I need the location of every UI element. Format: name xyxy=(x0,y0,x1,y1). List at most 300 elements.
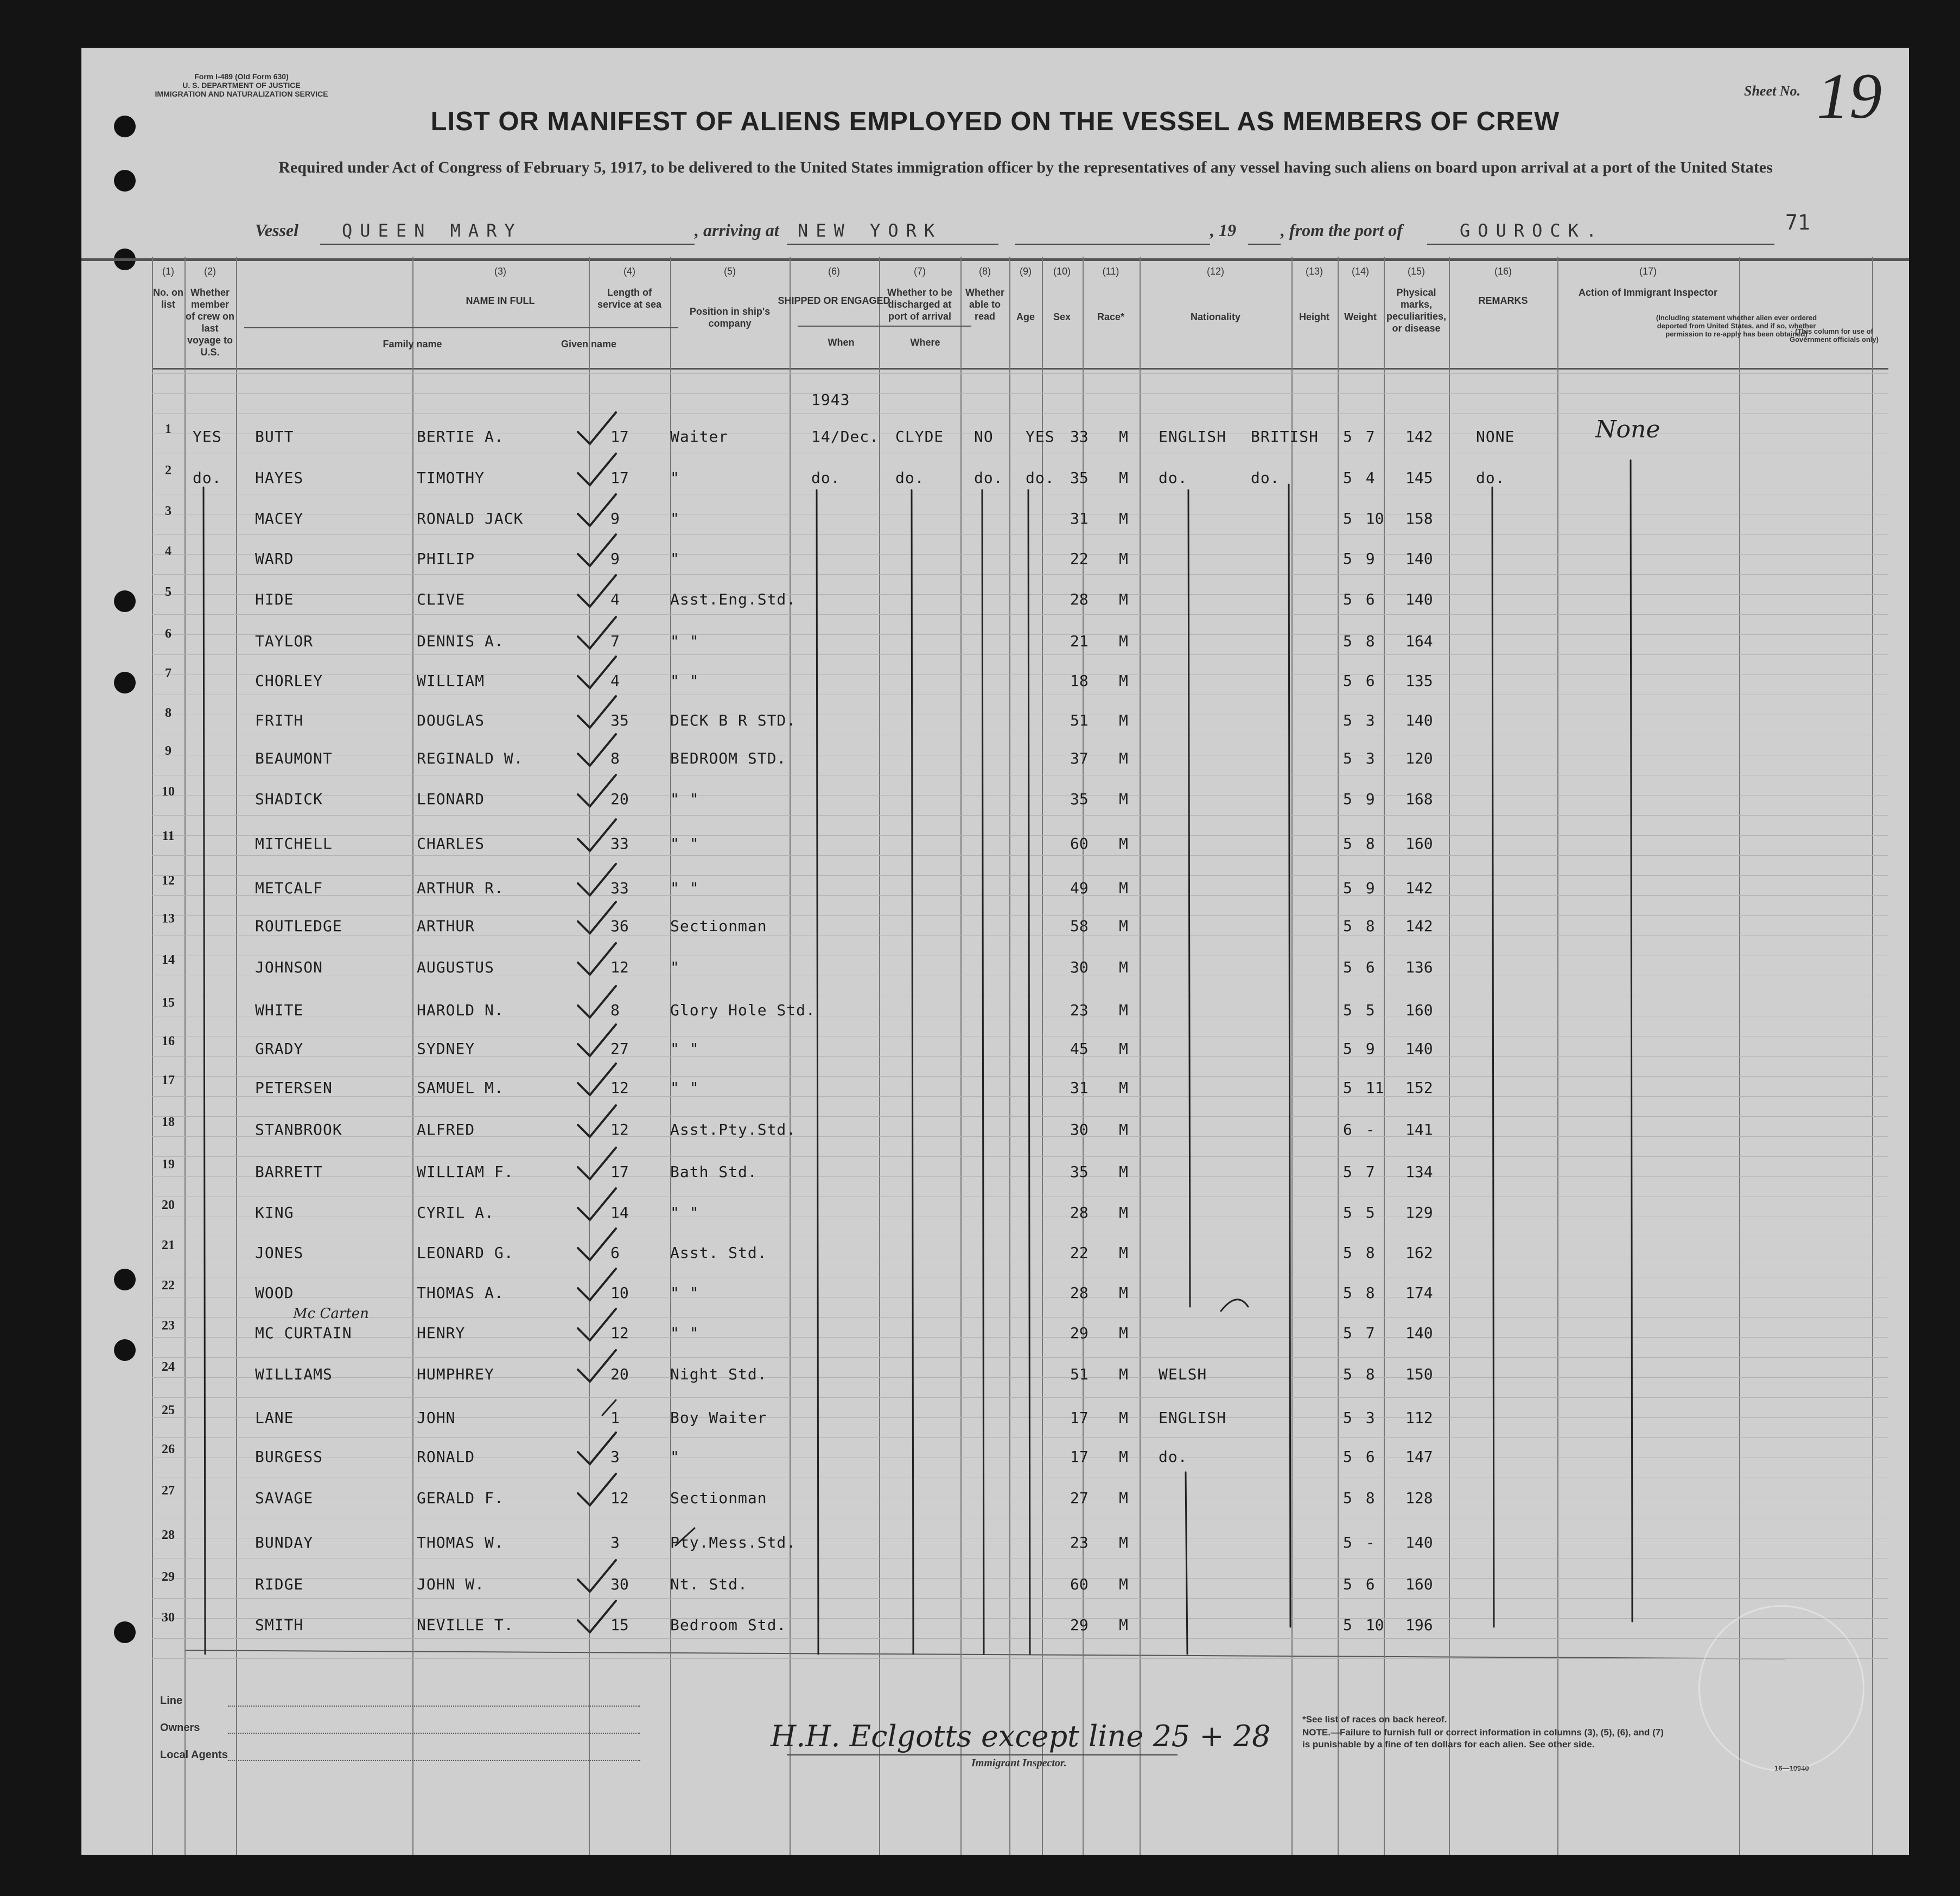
weight-cell: 141 xyxy=(1405,1121,1433,1138)
height-cell: 5 - xyxy=(1343,1534,1375,1551)
given-name-cell: LEONARD G. xyxy=(417,1244,514,1262)
height-cell: 5 8 xyxy=(1343,835,1375,852)
weight-cell: 142 xyxy=(1405,879,1433,897)
position-cell: Bedroom Std. xyxy=(670,1616,787,1634)
service-text: IMMIGRATION AND NATURALIZATION SERVICE xyxy=(155,90,328,98)
service-length-cell: 17 xyxy=(610,469,629,487)
age-cell: 35 xyxy=(1070,1163,1089,1181)
service-length-cell: 14 xyxy=(610,1204,629,1221)
age-cell: 28 xyxy=(1070,1284,1089,1302)
ruled-line xyxy=(152,1337,1888,1338)
weight-cell: 135 xyxy=(1405,672,1433,690)
height-cell: 5 9 xyxy=(1343,879,1375,897)
discharge-cell: NO xyxy=(974,428,994,446)
column-number-c16: (16) xyxy=(1494,266,1512,277)
service-length-cell: 35 xyxy=(610,711,629,729)
family-name-cell: PETERSEN xyxy=(255,1079,333,1097)
service-length-cell: 17 xyxy=(610,428,629,446)
header-top-rule xyxy=(81,258,1909,261)
ditto-line xyxy=(1492,487,1494,1627)
age-cell: 29 xyxy=(1070,1616,1089,1634)
weight-cell: 168 xyxy=(1405,790,1433,808)
weight-cell: 145 xyxy=(1405,469,1433,487)
service-length-cell: 20 xyxy=(610,790,629,808)
sheet-number: 19 xyxy=(1817,60,1882,132)
ruled-line xyxy=(152,1638,1888,1639)
sex-cell: M xyxy=(1119,428,1128,446)
race-cell: do. xyxy=(1159,1448,1188,1466)
crew-previous-voyage: do. xyxy=(193,469,222,487)
given-name-cell: ARTHUR xyxy=(417,917,475,935)
given-name-cell: DENNIS A. xyxy=(417,632,504,650)
ruled-line xyxy=(152,1116,1888,1117)
column-number-c4: (4) xyxy=(623,266,635,277)
position-cell: " " xyxy=(670,1284,699,1302)
weight-cell: 160 xyxy=(1405,835,1433,852)
service-length-cell: 4 xyxy=(610,672,620,690)
age-cell: 23 xyxy=(1070,1001,1089,1019)
form-id-text: Form I-489 (Old Form 630) xyxy=(194,72,289,81)
race-cell: ENGLISH xyxy=(1159,428,1227,446)
position-cell: " " xyxy=(670,835,699,852)
ruled-line xyxy=(152,1096,1888,1097)
column-header-shipped-where: Where xyxy=(910,337,940,348)
service-length-cell: 12 xyxy=(610,1324,629,1342)
row-number: 26 xyxy=(162,1442,175,1456)
local-agents-label: Local Agents xyxy=(160,1749,228,1761)
height-cell: 5 6 xyxy=(1343,1575,1375,1593)
given-name-cell: ARTHUR R. xyxy=(417,879,504,897)
height-cell: 5 11 xyxy=(1343,1079,1384,1097)
column-header-c13: Height xyxy=(1299,311,1329,322)
ruled-line xyxy=(152,1076,1888,1077)
department-text: U. S. DEPARTMENT OF JUSTICE xyxy=(182,81,301,90)
sex-cell: M xyxy=(1119,672,1128,690)
from-port: GOUROCK. xyxy=(1460,220,1605,241)
page-subtitle: Required under Act of Congress of February 5, 1917, to be delivered to the United States immigration officer by the representatives of any vessel having such aliens on board upon arrival at a port of the United States xyxy=(278,158,1773,176)
penalty-note: NOTE.—Failure to furnish full or correct information in columns (3), (5), (6), and (7) is punishable by a fine of ten dollars for each alien. See other side. xyxy=(1302,1727,1664,1749)
nationality-cell: do. xyxy=(1251,469,1280,487)
position-cell: " xyxy=(670,469,680,487)
sex-cell: M xyxy=(1119,1040,1128,1058)
ruled-line xyxy=(152,554,1888,555)
position-cell: Glory Hole Std. xyxy=(670,1001,816,1019)
family-name-cell: BEAUMONT xyxy=(255,749,333,767)
column-header-c5: Position in ship's company xyxy=(689,306,771,329)
age-cell: 23 xyxy=(1070,1534,1089,1551)
date-underline xyxy=(1015,243,1210,245)
ruled-line xyxy=(152,895,1888,896)
family-name-cell: MACEY xyxy=(255,510,304,527)
sex-cell: M xyxy=(1119,835,1128,852)
line-label: Line xyxy=(160,1695,183,1707)
given-name-cell: HENRY xyxy=(417,1324,466,1342)
column-number-c10: (10) xyxy=(1053,266,1071,277)
height-cell: 6 - xyxy=(1343,1121,1375,1138)
given-name-cell: REGINALD W. xyxy=(417,749,524,767)
row-number: 4 xyxy=(165,544,171,558)
ditto-line xyxy=(912,490,913,1654)
owners-label: Owners xyxy=(160,1722,200,1734)
weight-cell: 140 xyxy=(1405,1040,1433,1058)
sex-cell: M xyxy=(1119,958,1128,976)
position-cell: Waiter xyxy=(670,428,729,446)
ruled-line xyxy=(152,1317,1888,1318)
column-number-c7: (7) xyxy=(914,266,926,277)
ruled-line xyxy=(152,634,1888,635)
weight-cell: 196 xyxy=(1405,1616,1433,1634)
weight-cell: 164 xyxy=(1405,632,1433,650)
nationality-cell: BRITISH xyxy=(1251,428,1319,446)
arriving-label: , arriving at xyxy=(695,220,779,240)
physical-marks-cell: do. xyxy=(1476,469,1505,487)
height-cell: 5 5 xyxy=(1343,1204,1375,1221)
column-header-given-name: Given name xyxy=(561,339,617,349)
service-length-cell: 1 xyxy=(610,1409,620,1427)
row-number: 14 xyxy=(162,953,175,967)
punch-hole-icon xyxy=(114,170,136,192)
row-number: 17 xyxy=(162,1073,175,1087)
sex-cell: M xyxy=(1119,1365,1128,1383)
age-cell: 58 xyxy=(1070,917,1089,935)
row-number: 1 xyxy=(165,422,171,436)
height-cell: 5 8 xyxy=(1343,1365,1375,1383)
given-name-cell: GERALD F. xyxy=(417,1489,504,1507)
punch-hole-icon xyxy=(114,1339,136,1361)
position-cell: DECK B R STD. xyxy=(670,711,797,729)
sex-cell: M xyxy=(1119,632,1128,650)
family-name-cell: MITCHELL xyxy=(255,835,333,852)
column-header-c9: Age xyxy=(1016,311,1035,322)
position-cell: " " xyxy=(670,632,699,650)
column-header-c15: Physical marks, peculiarities, or disease xyxy=(1386,287,1447,334)
family-name-cell: BUNDAY xyxy=(255,1534,314,1551)
row-number: 5 xyxy=(165,585,171,599)
ditto-line xyxy=(1186,1472,1187,1654)
row-number: 20 xyxy=(162,1198,175,1212)
age-cell: 51 xyxy=(1070,1365,1089,1383)
age-cell: 35 xyxy=(1070,790,1089,808)
age-cell: 30 xyxy=(1070,1121,1089,1138)
given-name-cell: WILLIAM xyxy=(417,672,485,690)
row-number: 22 xyxy=(162,1278,175,1293)
height-cell: 5 4 xyxy=(1343,469,1375,487)
position-cell: " " xyxy=(670,790,699,808)
column-header-family-name: Family name xyxy=(383,339,442,349)
position-cell: Nt. Std. xyxy=(670,1575,748,1593)
weight-cell: 158 xyxy=(1405,510,1433,527)
inspector-label: Immigrant Inspector. xyxy=(971,1757,1067,1769)
position-cell: Pty.Mess.Std. xyxy=(670,1534,797,1551)
sheet-label: Sheet No. xyxy=(1744,83,1800,99)
position-cell: " " xyxy=(670,1079,699,1097)
family-name-cell: WOOD xyxy=(255,1284,294,1302)
punch-hole-icon xyxy=(114,1621,136,1643)
given-name-cell: RONALD xyxy=(417,1448,475,1466)
punch-hole-icon xyxy=(114,590,136,612)
sex-cell: M xyxy=(1119,879,1128,897)
height-cell: 5 7 xyxy=(1343,428,1375,446)
discharge-cell: do. xyxy=(974,469,1003,487)
age-cell: 35 xyxy=(1070,469,1089,487)
height-cell: 5 9 xyxy=(1343,1040,1375,1058)
row-number: 25 xyxy=(162,1403,175,1417)
sex-cell: M xyxy=(1119,1489,1128,1507)
family-name-cell: BURGESS xyxy=(255,1448,323,1466)
column-number-c17: (17) xyxy=(1639,266,1657,277)
service-length-cell: 12 xyxy=(610,958,629,976)
line-field xyxy=(228,1706,640,1707)
family-name-cell: ROUTLEDGE xyxy=(255,917,342,935)
given-name-cell: CYRIL A. xyxy=(417,1204,494,1221)
service-length-cell: 8 xyxy=(610,1001,620,1019)
position-cell: " " xyxy=(670,879,699,897)
weight-cell: 160 xyxy=(1405,1575,1433,1593)
row-number: 29 xyxy=(162,1570,175,1584)
shipped-when-cell: 14/Dec. xyxy=(811,428,880,446)
given-name-cell: HAROLD N. xyxy=(417,1001,504,1019)
given-name-cell: CHARLES xyxy=(417,835,485,852)
sex-cell: M xyxy=(1119,1079,1128,1097)
height-cell: 5 6 xyxy=(1343,672,1375,690)
height-cell: 5 6 xyxy=(1343,590,1375,608)
ruled-line xyxy=(152,1417,1888,1418)
age-cell: 31 xyxy=(1070,510,1089,527)
family-name-cell: SMITH xyxy=(255,1616,304,1634)
sex-cell: M xyxy=(1119,1244,1128,1262)
column-number-c2: (2) xyxy=(204,266,216,277)
ruled-line xyxy=(152,534,1888,535)
weight-cell: 142 xyxy=(1405,428,1433,446)
sex-cell: M xyxy=(1119,1284,1128,1302)
weight-cell: 142 xyxy=(1405,917,1433,935)
weight-cell: 162 xyxy=(1405,1244,1433,1262)
shipped-when-cell: do. xyxy=(811,469,841,487)
sex-cell: M xyxy=(1119,1121,1128,1138)
sex-cell: M xyxy=(1119,1001,1128,1019)
family-name-cell: CHORLEY xyxy=(255,672,323,690)
column-header-c1: No. on list xyxy=(153,287,183,310)
from-port-label: , from the port of xyxy=(1281,220,1403,240)
given-name-cell: JOHN W. xyxy=(417,1575,485,1593)
sex-cell: M xyxy=(1119,510,1128,527)
family-name-cell: BARRETT xyxy=(255,1163,323,1181)
weight-cell: 140 xyxy=(1405,590,1433,608)
weight-cell: 120 xyxy=(1405,749,1433,767)
family-name-cell: MC CURTAIN xyxy=(255,1324,352,1342)
service-length-cell: 3 xyxy=(610,1448,620,1466)
family-name-cell: RIDGE xyxy=(255,1575,304,1593)
ruled-line xyxy=(152,1176,1888,1177)
column-number-c11: (11) xyxy=(1102,266,1119,277)
shipped-where-cell: CLYDE xyxy=(895,428,944,446)
family-name-cell: METCALF xyxy=(255,879,323,897)
row-number: 18 xyxy=(162,1115,175,1129)
age-cell: 60 xyxy=(1070,835,1089,852)
family-name-cell: JOHNSON xyxy=(255,958,323,976)
column-header-c4: Length of service at sea xyxy=(597,287,662,310)
family-name-cell: JONES xyxy=(255,1244,304,1262)
sex-cell: M xyxy=(1119,917,1128,935)
punch-hole-icon xyxy=(114,672,136,693)
position-cell: " xyxy=(670,510,680,527)
position-cell: Bath Std. xyxy=(670,1163,758,1181)
sex-cell: M xyxy=(1119,1324,1128,1342)
position-cell: " " xyxy=(670,1324,699,1342)
family-name-cell: KING xyxy=(255,1204,294,1221)
ditto-line xyxy=(982,490,984,1654)
weight-cell: 150 xyxy=(1405,1365,1433,1383)
ruled-line xyxy=(152,373,1888,374)
given-name-cell: LEONARD xyxy=(417,790,485,808)
age-cell: 30 xyxy=(1070,958,1089,976)
weight-cell: 140 xyxy=(1405,1324,1433,1342)
height-cell: 5 8 xyxy=(1343,632,1375,650)
sex-cell: M xyxy=(1119,1163,1128,1181)
age-cell: 33 xyxy=(1070,428,1089,446)
sex-cell: M xyxy=(1119,1448,1128,1466)
ruled-line xyxy=(152,1136,1888,1137)
race-cell: WELSH xyxy=(1159,1365,1207,1383)
row-number: 27 xyxy=(162,1484,175,1498)
height-cell: 5 3 xyxy=(1343,711,1375,729)
port-underline xyxy=(787,243,998,245)
sex-cell: M xyxy=(1119,1616,1128,1634)
ruled-line xyxy=(152,915,1888,916)
age-cell: 37 xyxy=(1070,749,1089,767)
ruled-line xyxy=(152,815,1888,816)
given-name-cell: NEVILLE T. xyxy=(417,1616,514,1634)
column-header-c12: Nationality xyxy=(1190,311,1241,322)
family-name-cell: STANBROOK xyxy=(255,1121,342,1138)
ditto-line xyxy=(817,490,818,1654)
official-seal-stamp xyxy=(1698,1605,1864,1771)
column-header-shipped-when: When xyxy=(828,337,855,348)
ruled-line xyxy=(152,1618,1888,1619)
height-cell: 5 9 xyxy=(1343,790,1375,808)
given-name-cell: CLIVE xyxy=(417,590,466,608)
height-cell: 5 3 xyxy=(1343,1409,1375,1427)
ruled-line xyxy=(152,1357,1888,1358)
shipped-where-cell: do. xyxy=(895,469,925,487)
punch-hole-icon xyxy=(114,1269,136,1290)
weight-cell: 140 xyxy=(1405,1534,1433,1551)
position-cell: Asst. Std. xyxy=(670,1244,767,1262)
family-name-cell: SHADICK xyxy=(255,790,323,808)
weight-cell: 140 xyxy=(1405,550,1433,568)
column-number-c5: (5) xyxy=(724,266,736,277)
race-cell: do. xyxy=(1159,469,1188,487)
ruled-line xyxy=(152,654,1888,655)
row-number: 13 xyxy=(162,912,175,926)
row-number: 6 xyxy=(165,627,171,641)
ruled-line xyxy=(152,875,1888,876)
age-cell: 28 xyxy=(1070,1204,1089,1221)
given-name-cell: ALFRED xyxy=(417,1121,475,1138)
height-cell: 5 9 xyxy=(1343,550,1375,568)
position-cell: Sectionman xyxy=(670,1489,767,1507)
ruled-line xyxy=(152,795,1888,796)
owners-field xyxy=(228,1733,640,1734)
ditto-line xyxy=(1221,1300,1248,1311)
service-length-cell: 8 xyxy=(610,749,620,767)
name-header-underline xyxy=(244,327,678,328)
ruled-line xyxy=(152,413,1888,414)
column-number-c15: (15) xyxy=(1407,266,1426,277)
column-header-c3: NAME IN FULL xyxy=(466,295,535,306)
races-note: *See list of races on back hereof. xyxy=(1302,1714,1447,1725)
age-cell: 31 xyxy=(1070,1079,1089,1097)
age-cell: 22 xyxy=(1070,1244,1089,1262)
ruled-line xyxy=(152,835,1888,836)
sex-cell: M xyxy=(1119,1534,1128,1551)
sex-cell: M xyxy=(1119,469,1128,487)
column-header-c8: Whether able to read xyxy=(965,287,1004,322)
weight-cell: 112 xyxy=(1405,1409,1433,1427)
column-header-c14: Weight xyxy=(1344,311,1377,322)
given-name-cell: PHILIP xyxy=(417,550,475,568)
ruled-line xyxy=(152,594,1888,595)
row-number: 2 xyxy=(165,463,171,478)
row-number: 28 xyxy=(162,1528,175,1542)
physical-marks-cell: NONE xyxy=(1476,428,1515,446)
given-name-cell: SYDNEY xyxy=(417,1040,475,1058)
inspector-signature: H.H. Eclgotts except line 25 + 28 xyxy=(771,1719,1271,1753)
given-name-cell: SAMUEL M. xyxy=(417,1079,504,1097)
height-cell: 5 6 xyxy=(1343,1448,1375,1466)
race-cell: ENGLISH xyxy=(1159,1409,1227,1427)
age-cell: 22 xyxy=(1070,550,1089,568)
position-cell: " xyxy=(670,550,680,568)
row-number: 10 xyxy=(162,785,175,799)
given-name-cell: TIMOTHY xyxy=(417,469,485,487)
height-cell: 5 7 xyxy=(1343,1324,1375,1342)
ruled-line xyxy=(152,393,1888,394)
row-number: 15 xyxy=(162,996,175,1010)
position-cell: Boy Waiter xyxy=(670,1409,767,1427)
sex-cell: M xyxy=(1119,590,1128,608)
position-cell: " " xyxy=(670,672,699,690)
year-label: , 19 xyxy=(1210,220,1236,240)
column-header-c2: Whether member of crew on last voyage to U.S. xyxy=(186,287,235,358)
height-cell: 5 10 xyxy=(1343,1616,1384,1634)
crew-previous-voyage: YES xyxy=(193,428,222,446)
row-number: 21 xyxy=(162,1238,175,1252)
weight-cell: 128 xyxy=(1405,1489,1433,1507)
column-number-c14: (14) xyxy=(1351,266,1370,277)
sex-cell: M xyxy=(1119,1409,1128,1427)
column-number-c13: (13) xyxy=(1305,266,1323,277)
weight-cell: 160 xyxy=(1405,1001,1433,1019)
given-name-cell: WILLIAM F. xyxy=(417,1163,514,1181)
position-cell: Asst.Pty.Std. xyxy=(670,1121,797,1138)
row-number: 7 xyxy=(165,666,171,680)
vessel-label: Vessel xyxy=(255,220,298,240)
shipped-header-underline xyxy=(798,326,971,327)
row-number: 8 xyxy=(165,706,171,720)
family-name-cell: GRADY xyxy=(255,1040,304,1058)
age-cell: 18 xyxy=(1070,672,1089,690)
service-length-cell: 33 xyxy=(610,835,629,852)
row-number: 12 xyxy=(162,874,175,888)
age-cell: 60 xyxy=(1070,1575,1089,1593)
service-length-cell: 30 xyxy=(610,1575,629,1593)
ruled-line xyxy=(152,1056,1888,1057)
service-length-cell: 33 xyxy=(610,879,629,897)
column-number-c6: (6) xyxy=(828,266,840,277)
print-code: 16—10940 xyxy=(1774,1764,1809,1772)
height-cell: 5 10 xyxy=(1343,510,1384,527)
